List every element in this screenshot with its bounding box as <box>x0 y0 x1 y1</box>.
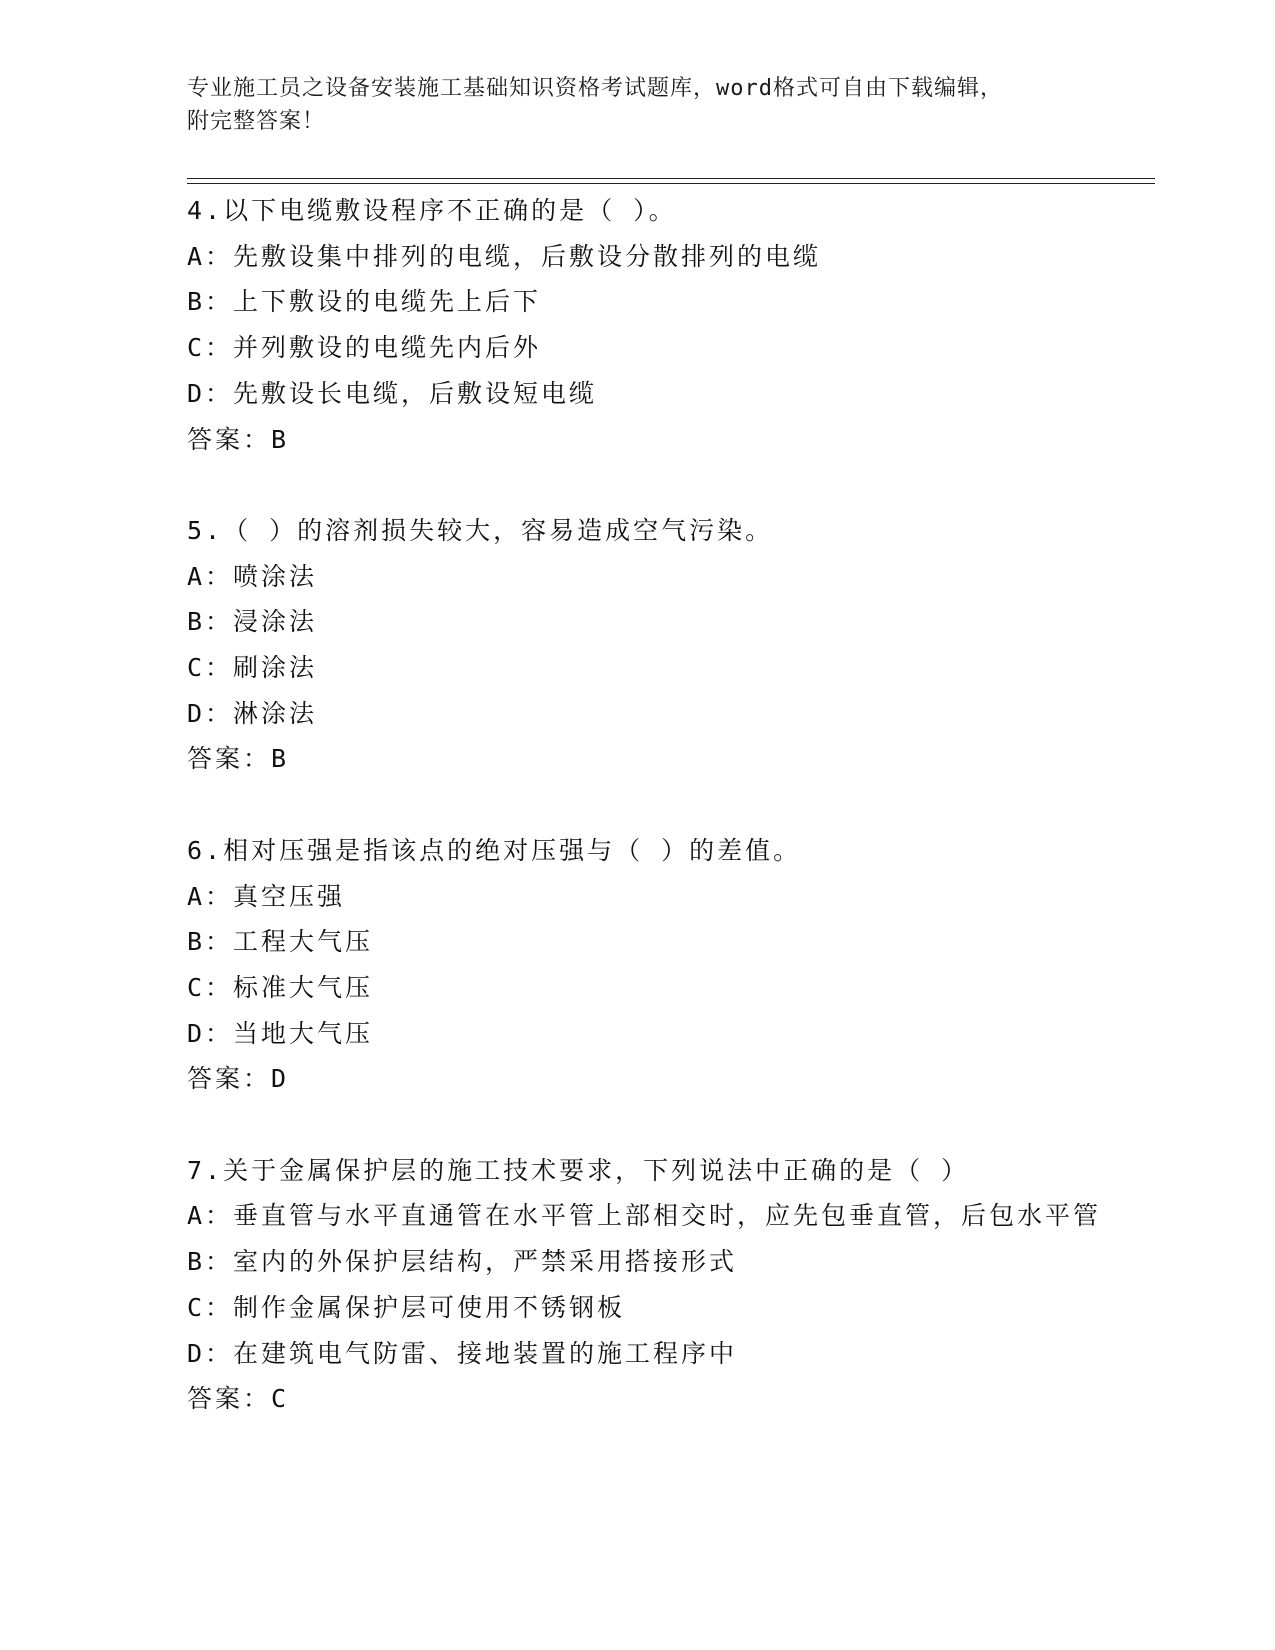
question-item <box>187 1148 1107 1422</box>
question-spacer <box>187 1102 1107 1148</box>
option-d: D：当地大气压 <box>187 1018 374 1048</box>
option-b: B：上下敷设的电缆先上后下 <box>187 287 542 317</box>
header-divider-bottom <box>187 183 1155 184</box>
question-stem: 4.以下电缆敷设程序不正确的是（ ）。 <box>187 196 677 225</box>
option-c: C：并列敷设的电缆先内后外 <box>187 333 542 363</box>
header-divider-top <box>187 178 1155 179</box>
question-stem: 7.关于金属保护层的施工技术要求，下列说法中正确的是（ ） <box>187 1155 970 1185</box>
option-b: B：浸涂法 <box>187 607 318 637</box>
option-a: A：喷涂法 <box>187 561 318 591</box>
option-c: C：标准大气压 <box>187 972 374 1002</box>
question-item <box>187 188 1107 462</box>
option-c: C：刷涂法 <box>187 653 318 683</box>
answer-label: 答案：C <box>187 1384 290 1414</box>
header-line-1: 专业施工员之设备安装施工基础知识资格考试题库，word格式可自由下载编辑， <box>187 76 1003 101</box>
question-item <box>187 508 1107 782</box>
option-d: D：在建筑电气防雷、接地装置的施工程序中 <box>187 1338 738 1368</box>
answer-label: 答案：B <box>187 744 290 774</box>
header-line-2: 附完整答案！ <box>187 109 326 134</box>
question-stem: 6.相对压强是指该点的绝对压强与（ ）的差值。 <box>187 835 802 865</box>
option-d: D：淋涂法 <box>187 698 318 728</box>
option-a: A：真空压强 <box>187 881 346 911</box>
document-header <box>187 72 1087 138</box>
question-list <box>187 188 1107 1422</box>
option-c: C：制作金属保护层可使用不锈钢板 <box>187 1292 626 1322</box>
option-d: D：先敷设长电缆，后敷设短电缆 <box>187 378 598 408</box>
question-spacer <box>187 462 1107 508</box>
option-a: A：垂直管与水平直通管在水平管上部相交时，应先包垂直管，后包水平管 <box>187 1201 1102 1231</box>
question-spacer <box>187 782 1107 828</box>
answer-label: 答案：D <box>187 1064 290 1094</box>
option-b: B：室内的外保护层结构，严禁采用搭接形式 <box>187 1247 738 1277</box>
question-item <box>187 828 1107 1102</box>
question-stem: 5.（ ）的溶剂损失较大，容易造成空气污染。 <box>187 515 774 545</box>
answer-label: 答案：B <box>187 424 290 454</box>
option-b: B：工程大气压 <box>187 927 374 957</box>
option-a: A：先敷设集中排列的电缆，后敷设分散排列的电缆 <box>187 241 822 271</box>
